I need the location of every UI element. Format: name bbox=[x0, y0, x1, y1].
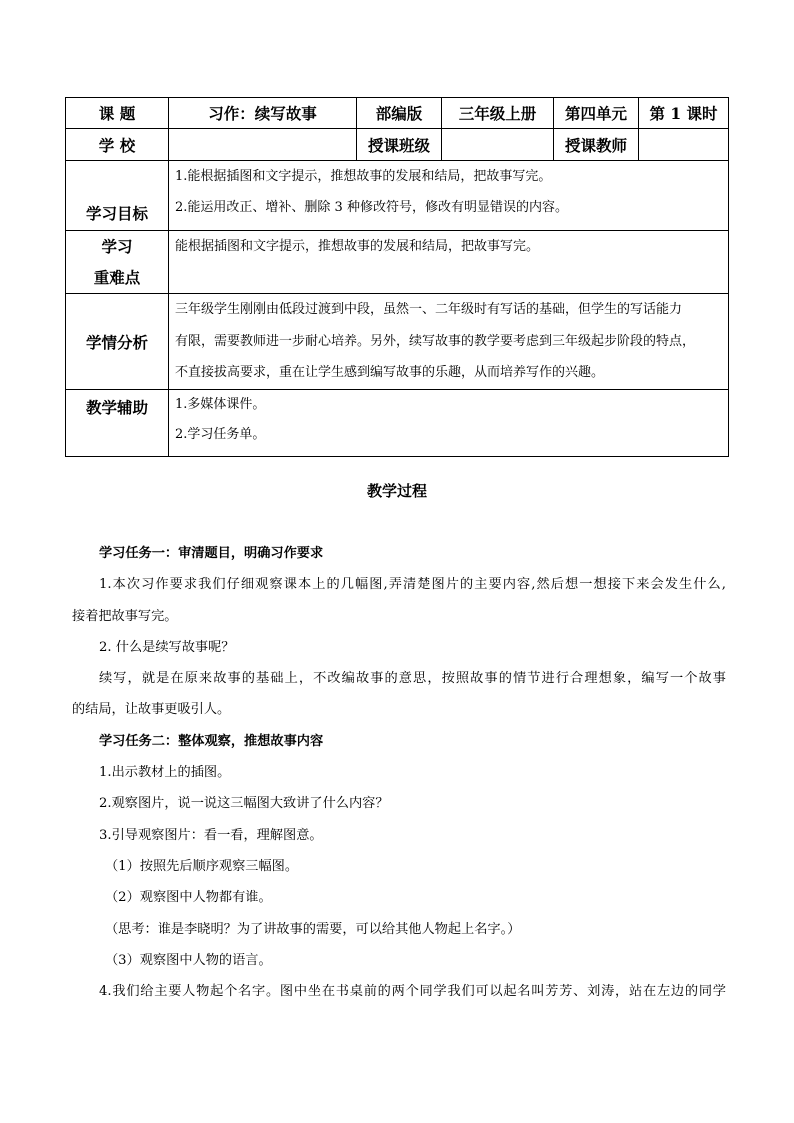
key-points-label-line1: 学习 bbox=[101, 237, 133, 256]
analysis-line: 三年级学生刚刚由低段过渡到中段，虽然一、二年级时有写话的基础，但学生的写话能力 bbox=[175, 302, 683, 317]
table-row bbox=[66, 129, 729, 161]
task2-sub-item: （2）观察图中人物都有谁。 bbox=[105, 890, 272, 906]
key-points-label-line2: 重难点 bbox=[93, 268, 141, 287]
task1-paragraph-3-line-1: 续写，就是在原来故事的基础上，不改编故事的意思，按照故事的情节进行合理想象，编写一个故事 bbox=[99, 671, 726, 687]
key-points-text: 能根据插图和文字提示，推想故事的发展和结局，把故事写完。 bbox=[175, 239, 540, 254]
task1-paragraph-1-line-1: 1.本次习作要求我们仔细观察课本上的几幅图,弄清楚图片的主要内容,然后想一想接下来会发生什么, bbox=[99, 577, 726, 593]
lesson-cell: 第 1 课时 bbox=[639, 98, 729, 129]
table-row bbox=[66, 231, 729, 294]
table-row bbox=[66, 161, 729, 231]
topic-title: 习作：续写故事 bbox=[169, 98, 357, 129]
analysis-line: 不直接拔高要求，重在让学生感到编写故事的乐趣，从而培养写作的兴趣。 bbox=[175, 365, 605, 380]
goals-label: 学习目标 bbox=[66, 161, 169, 231]
teacher-label: 授课教师 bbox=[554, 129, 639, 161]
table-row bbox=[66, 390, 729, 457]
task2-sub-item: （1）按照先后顺序观察三幅图。 bbox=[105, 858, 299, 874]
task1-paragraph-3-line-2: 的结局，让故事更吸引人。 bbox=[72, 702, 231, 718]
analysis-content bbox=[169, 294, 729, 390]
teacher-value bbox=[639, 129, 729, 161]
analysis-label: 学情分析 bbox=[66, 294, 169, 390]
process-title: 教学过程 bbox=[366, 482, 427, 500]
task2-item: 3.引导观察图片：看一看，理解图意。 bbox=[99, 827, 323, 843]
edition-cell: 部编版 bbox=[357, 98, 442, 129]
task2-sub-item: （3）观察图中人物的语言。 bbox=[105, 952, 272, 968]
process-body bbox=[72, 538, 726, 1007]
task1-heading: 学习任务一：审清题目，明确习作要求 bbox=[99, 546, 324, 561]
school-value bbox=[169, 129, 357, 161]
class-value bbox=[442, 129, 554, 161]
class-label: 授课班级 bbox=[357, 129, 442, 161]
aids-label: 教学辅助 bbox=[66, 390, 169, 457]
task2-item-4: 4.我们给主要人物起个名字。图中坐在书桌前的两个同学我们可以起名叫芳芳、刘涛，站在左边的同学 bbox=[99, 984, 726, 1000]
lesson-info-table bbox=[65, 97, 729, 457]
goal-item: 2.能运用改正、增补、删除 3 种修改符号，修改有明显错误的内容。 bbox=[175, 200, 568, 215]
key-points-label bbox=[66, 231, 169, 294]
goals-content bbox=[169, 161, 729, 231]
topic-label: 课 题 bbox=[66, 98, 169, 129]
grade-cell: 三年级上册 bbox=[442, 98, 554, 129]
goal-item: 1.能根据插图和文字提示，推想故事的发展和结局，把故事写完。 bbox=[175, 169, 552, 184]
task2-heading: 学习任务二：整体观察，推想故事内容 bbox=[99, 733, 324, 749]
table-row bbox=[66, 294, 729, 390]
task2-sub-item: （思考：谁是李晓明？为了讲故事的需要，可以给其他人物起上名字。） bbox=[105, 921, 521, 937]
task1-paragraph-2: 2. 什么是续写故事呢？ bbox=[99, 639, 235, 655]
task2-item: 2.观察图片，说一说这三幅图大致讲了什么内容？ bbox=[99, 796, 389, 812]
school-label: 学 校 bbox=[66, 129, 169, 161]
aid-item: 1.多媒体课件。 bbox=[175, 397, 266, 412]
analysis-line: 有限，需要教师进一步耐心培养。另外，续写故事的教学要考虑到三年级起步阶段的特点， bbox=[175, 333, 696, 349]
key-points-content bbox=[169, 231, 729, 294]
task2-item: 1.出示教材上的插图。 bbox=[99, 765, 231, 781]
task1-paragraph-1-line-2: 接着把故事写完。 bbox=[72, 608, 178, 624]
aid-item: 2.学习任务单。 bbox=[175, 427, 266, 442]
unit-cell: 第四单元 bbox=[554, 98, 639, 129]
table-row bbox=[66, 98, 729, 129]
aids-content bbox=[169, 390, 729, 457]
